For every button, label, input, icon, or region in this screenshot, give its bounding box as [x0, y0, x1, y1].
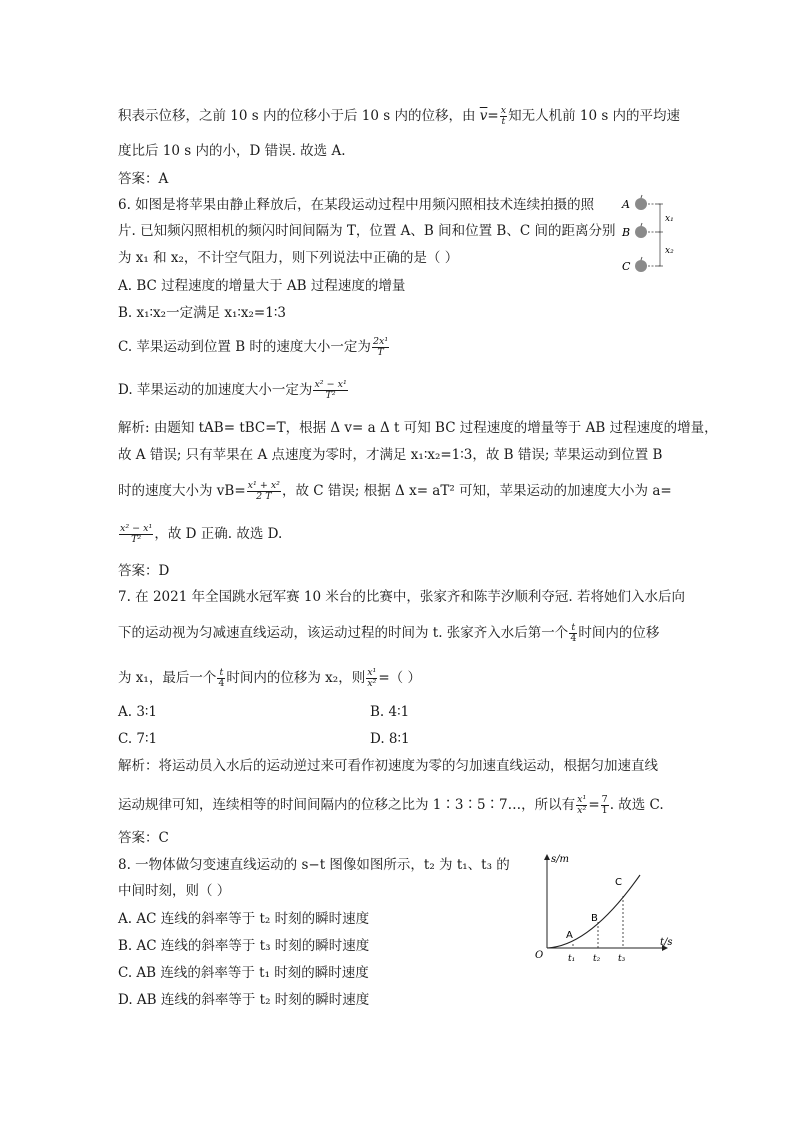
option-b: B. x₁∶x₂一定满足 x₁∶x₂=1∶3	[118, 305, 286, 321]
x-axis-label: t/s	[660, 937, 673, 948]
text-segment: 积表示位移，之前 10 s 内的位移小于后 10 s 内的位移，由	[118, 108, 476, 124]
text-line	[118, 106, 680, 127]
apple-figure	[618, 192, 688, 282]
fraction: $\frac{\text{x¹}}{\text{x²}}$	[577, 794, 587, 816]
question-8-line-1: 8. 一物体做匀变速直线运动的 s−t 图像如图所示，t₂ 为 t₁、t₃ 的	[118, 857, 510, 873]
solution-line-2: 故 A 错误; 只有苹果在 A 点速度为零时，才满足 x₁∶x₂=1∶3，故 B 错误; 苹果运动到位置 B	[118, 447, 663, 463]
fraction-t-over-4: $\frac{t}{4}$	[570, 622, 577, 644]
fraction-x-over-t: $\frac{x}{t}$	[500, 105, 507, 127]
fraction: $\frac{\text{x² − x¹}}{\text{T²}}$	[314, 379, 347, 401]
option-c: C. 苹果运动到位置 B 时的速度大小一定为 $\frac{\text{2x¹}}{T}$	[118, 336, 389, 358]
question-6-line-2: 片. 已知频闪照相机的频闪时间间隔为 T，位置 A、B 间和位置 B、C 间的距离分别	[118, 223, 616, 239]
option-a: A. AC 连线的斜率等于 t₂ 时刻的瞬时速度	[118, 911, 370, 927]
apple-icon	[635, 195, 647, 210]
v-bar-symbol: $\overline{v}$	[479, 108, 488, 124]
option-b: B. 4∶1	[370, 704, 410, 720]
point-b-label: B	[591, 913, 598, 924]
fraction: $\frac{7}{1}$	[601, 794, 608, 816]
fraction: $\frac{\text{x¹ + x²}}{2 T}$	[247, 480, 280, 502]
solution-line-3: 时的速度大小为 vB= $\frac{\text{x¹ + x²}}{2 T}$ ，故 C 错误; 根据 Δ x= aT² 可知，苹果运动的加速度大小为 a=	[118, 480, 672, 502]
fraction: $\frac{\text{2x¹}}{T}$	[372, 336, 389, 358]
solution-line-4: $\frac{\text{x² − x¹}}{\text{T²}}$ ，故 D 正确. 故选 D.	[120, 523, 283, 545]
apple-icon	[635, 223, 647, 238]
t2-label: t₂	[593, 954, 601, 964]
solution-line-2: 运动规律可知，连续相等的时间间隔内的位移之比为 1∶3∶5∶7…，所以有 $\frac{\text{x¹}}{\text{x²}}$ = $\frac{7}{1}$ . 故选 C.	[118, 794, 664, 816]
solution-line-1: 解析：将运动员入水后的运动逆过来可看作初速度为零的匀加速直线运动，根据匀加速直线	[118, 758, 658, 774]
curve	[547, 875, 640, 948]
option-d: D. AB 连线的斜率等于 t₂ 时刻的瞬时速度	[118, 992, 370, 1008]
option-d: D. 苹果运动的加速度大小一定为 $\frac{\text{x² − x¹}}{\text{T²}}$	[118, 379, 347, 401]
t3-label: t₃	[618, 954, 626, 964]
question-8-line-2: 中间时刻，则（ ）	[118, 883, 231, 899]
question-7-line-2: 下的运动视为匀减速直线运动，该运动过程的时间为 t. 张家齐入水后第一个 $\frac{t}{4}$ 时间内的位移	[118, 622, 660, 644]
answer-line: 答案：C	[118, 830, 169, 846]
label-c: C	[622, 260, 631, 273]
question-6-line-3: 为 x₁ 和 x₂，不计空气阻力，则下列说法中正确的是（ ）	[118, 250, 459, 266]
label-x2: x₂	[665, 246, 674, 256]
label-x1: x₁	[665, 214, 674, 224]
origin-label: O	[535, 950, 544, 961]
option-b: B. AC 连线的斜率等于 t₃ 时刻的瞬时速度	[118, 938, 370, 954]
option-c: C. AB 连线的斜率等于 t₁ 时刻的瞬时速度	[118, 965, 369, 981]
apple-icon	[635, 257, 647, 272]
fraction-t-over-4: $\frac{t}{4}$	[218, 667, 225, 689]
point-c-label: C	[615, 877, 622, 888]
answer-line: 答案：D	[118, 563, 170, 579]
option-c: C. 7∶1	[118, 731, 158, 747]
t1-label: t₁	[568, 954, 576, 964]
question-7-line-1: 7. 在 2021 年全国跳水冠军赛 10 米台的比赛中，张家齐和陈芋汐顺利夺冠. 若将她们入水后向	[118, 589, 685, 605]
fraction: $\frac{\text{x² − x¹}}{\text{T²}}$	[120, 523, 153, 545]
label-a: A	[622, 198, 630, 211]
text-line: 度比后 10 s 内的小，D 错误. 故选 A.	[118, 143, 346, 159]
label-b: B	[622, 226, 631, 239]
option-d: D. 8∶1	[370, 731, 410, 747]
question-6-line-1: 6. 如图是将苹果由静止释放后，在某段运动过程中用频闪照相技术连续拍摄的照	[118, 197, 595, 213]
question-7-line-3: 为 x₁，最后一个 $\frac{t}{4}$ 时间内的位移为 x₂，则 $\frac{\text{x¹}}{\text{x²}}$ =（ ）	[118, 667, 421, 689]
answer-line: 答案：A	[118, 171, 169, 187]
option-a: A. 3∶1	[118, 704, 158, 720]
s-t-graph	[530, 850, 680, 965]
text-segment: 知无人机前 10 s 内的平均速	[508, 108, 681, 124]
solution-line-1: 解析: 由题知 tAB= tBC=T，根据 Δ v= a Δ t 可知 BC 过程速度的增量等于 AB 过程速度的增量，	[118, 420, 718, 436]
option-a: A. BC 过程速度的增量大于 AB 过程速度的增量	[118, 278, 406, 294]
fraction-x1-over-x2: $\frac{\text{x¹}}{\text{x²}}$	[367, 667, 377, 689]
y-axis-label: s/m	[551, 854, 569, 865]
point-a-label: A	[566, 930, 573, 941]
equals-sign: =	[487, 108, 499, 124]
